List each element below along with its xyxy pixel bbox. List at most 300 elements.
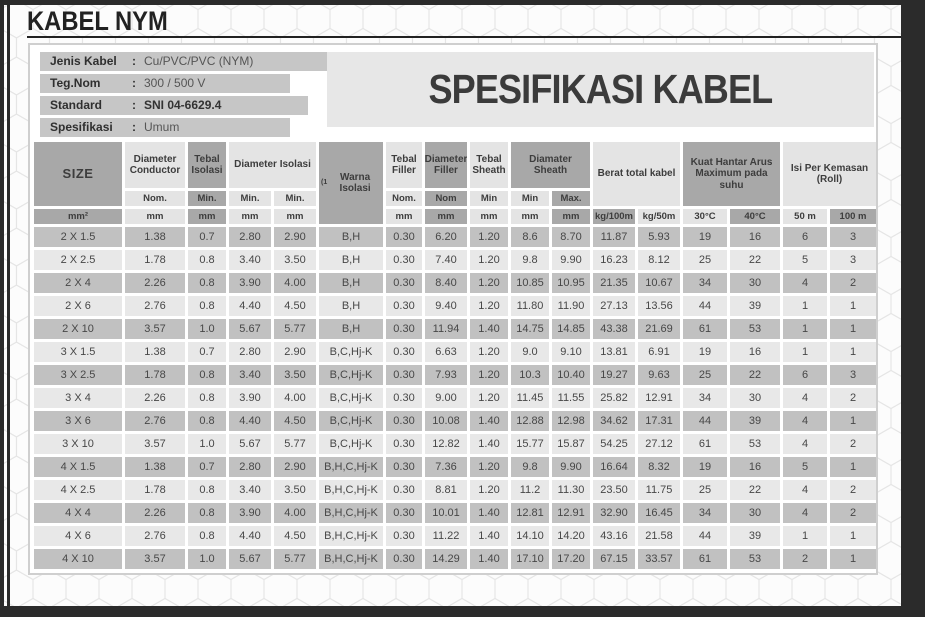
table-cell: B,H bbox=[319, 250, 383, 270]
frame-top-bar bbox=[0, 0, 925, 5]
table-cell: 0.8 bbox=[188, 411, 226, 431]
unit-cell: kg/100m bbox=[594, 211, 634, 222]
info-row-teg-nom bbox=[40, 74, 290, 93]
title-underline bbox=[27, 36, 901, 38]
table-cell: B,H,C,Hj-K bbox=[319, 480, 383, 500]
table-cell: 6.91 bbox=[638, 342, 680, 362]
table-cell: 0.30 bbox=[386, 296, 422, 316]
table-cell: B,H bbox=[319, 296, 383, 316]
table-cell: 16.45 bbox=[638, 503, 680, 523]
table-cell: 53 bbox=[730, 319, 780, 339]
table-cell: 4.40 bbox=[229, 411, 271, 431]
table-cell: 3 bbox=[830, 227, 876, 247]
header-cell: Kuat Hantar Arus Maximum pada suhu bbox=[683, 142, 780, 206]
table-cell: 2.90 bbox=[274, 342, 316, 362]
table-cell: 4.40 bbox=[229, 296, 271, 316]
table-cell: 9.8 bbox=[511, 457, 549, 477]
table-cell: 19.27 bbox=[593, 365, 635, 385]
table-cell: 4.50 bbox=[274, 296, 316, 316]
table-cell: 22 bbox=[730, 365, 780, 385]
table-cell: 22 bbox=[730, 250, 780, 270]
table-cell: 25 bbox=[683, 250, 727, 270]
table-cell: 0.8 bbox=[188, 503, 226, 523]
table-cell: 9.90 bbox=[552, 250, 590, 270]
table-cell: 5 bbox=[783, 457, 827, 477]
table-cell: 9.8 bbox=[511, 250, 549, 270]
unit-cell: mm bbox=[425, 209, 467, 224]
table-cell: 2.76 bbox=[125, 296, 185, 316]
size-cell: 4 X 4 bbox=[34, 503, 122, 523]
table-cell: 4.00 bbox=[274, 388, 316, 408]
table-cell: 8.40 bbox=[425, 273, 467, 293]
spec-title-box bbox=[327, 52, 874, 127]
table-cell: 10.85 bbox=[511, 273, 549, 293]
table-cell: 0.30 bbox=[386, 319, 422, 339]
unit-cell: mm bbox=[125, 209, 185, 224]
table-cell: 30 bbox=[730, 273, 780, 293]
table-cell: 23.50 bbox=[593, 480, 635, 500]
table-cell: 0.30 bbox=[386, 250, 422, 270]
table-cell: 1.0 bbox=[188, 549, 226, 569]
table-cell: 8.81 bbox=[425, 480, 467, 500]
table-cell: 1.38 bbox=[125, 342, 185, 362]
table-cell: 1.78 bbox=[125, 250, 185, 270]
table-cell: 11.75 bbox=[638, 480, 680, 500]
table-cell: 11.94 bbox=[425, 319, 467, 339]
table-cell: 2.26 bbox=[125, 273, 185, 293]
subheader-cell: Min. bbox=[229, 191, 271, 206]
table-cell: 5 bbox=[783, 250, 827, 270]
unit-cell: kg/50m bbox=[638, 209, 680, 224]
table-cell: 11.30 bbox=[552, 480, 590, 500]
table-cell: 3.50 bbox=[274, 480, 316, 500]
table-cell: 4 bbox=[783, 273, 827, 293]
table-cell: 0.30 bbox=[386, 503, 422, 523]
table-cell: 1.38 bbox=[125, 457, 185, 477]
table-cell: 4.50 bbox=[274, 526, 316, 546]
table-cell: 15.87 bbox=[552, 434, 590, 454]
spec-table bbox=[34, 142, 876, 569]
table-cell: 12.91 bbox=[638, 388, 680, 408]
table-cell: 19 bbox=[683, 457, 727, 477]
table-cell: 11.80 bbox=[511, 296, 549, 316]
info-row-standard bbox=[40, 96, 308, 115]
table-cell: 1 bbox=[783, 526, 827, 546]
unit-cell: mm bbox=[470, 209, 508, 224]
size-cell: 2 X 2.5 bbox=[34, 250, 122, 270]
header-cell: SIZE bbox=[34, 142, 122, 206]
table-cell: 2.80 bbox=[229, 342, 271, 362]
table-cell: 0.30 bbox=[386, 434, 422, 454]
table-cell: 15.77 bbox=[511, 434, 549, 454]
table-cell: 19 bbox=[683, 227, 727, 247]
table-cell: 1 bbox=[783, 342, 827, 362]
unit-cell: mm² bbox=[34, 209, 122, 224]
table-cell: B,H bbox=[319, 227, 383, 247]
info-value: Cu/PVC/PVC (NYM) bbox=[144, 54, 254, 68]
table-cell: 1 bbox=[783, 296, 827, 316]
table-cell: 21.69 bbox=[638, 319, 680, 339]
table-cell: 43.38 bbox=[593, 319, 635, 339]
table-cell: 34.62 bbox=[593, 411, 635, 431]
table-cell: 1.40 bbox=[470, 319, 508, 339]
table-cell: 3.50 bbox=[274, 365, 316, 385]
unit-cell: mm bbox=[274, 209, 316, 224]
table-cell: 0.8 bbox=[188, 273, 226, 293]
size-cell: 2 X 4 bbox=[34, 273, 122, 293]
table-cell: 10.95 bbox=[552, 273, 590, 293]
info-value: SNI 04-6629.4 bbox=[144, 98, 222, 112]
table-cell: 7.40 bbox=[425, 250, 467, 270]
table-cell: 25 bbox=[683, 365, 727, 385]
table-cell: 4 bbox=[783, 388, 827, 408]
table-cell: 19 bbox=[683, 342, 727, 362]
table-cell: 1.0 bbox=[188, 319, 226, 339]
unit-cell: mm bbox=[188, 209, 226, 224]
table-cell: 34 bbox=[683, 503, 727, 523]
info-value: Umum bbox=[144, 120, 180, 134]
table-cell: 0.8 bbox=[188, 480, 226, 500]
table-cell: 14.29 bbox=[425, 549, 467, 569]
unit-cell: 50 m bbox=[783, 209, 827, 224]
table-cell: B,H,C,Hj-K bbox=[319, 503, 383, 523]
table-cell: 14.75 bbox=[511, 319, 549, 339]
table-cell: 0.8 bbox=[188, 365, 226, 385]
table-cell: 4 bbox=[783, 411, 827, 431]
table-cell: 67.15 bbox=[593, 549, 635, 569]
size-cell: 4 X 2.5 bbox=[34, 480, 122, 500]
table-cell: 5.93 bbox=[638, 227, 680, 247]
frame-bottom-bar bbox=[0, 606, 925, 617]
table-cell: 1.20 bbox=[470, 342, 508, 362]
header-cell: Berat total kabel bbox=[593, 142, 680, 206]
table-cell: 43.16 bbox=[593, 526, 635, 546]
table-cell: 12.81 bbox=[511, 503, 549, 523]
table-cell: 1 bbox=[830, 319, 876, 339]
table-cell: 2 bbox=[830, 273, 876, 293]
table-cell: 5.77 bbox=[274, 434, 316, 454]
unit-cell: 30°C bbox=[683, 209, 727, 224]
table-cell: 1.40 bbox=[470, 549, 508, 569]
table-cell: 2.80 bbox=[229, 227, 271, 247]
table-cell: 54.25 bbox=[593, 434, 635, 454]
header-cell: Diamater Sheath bbox=[511, 142, 590, 188]
table-cell: 4.50 bbox=[274, 411, 316, 431]
size-cell: 3 X 10 bbox=[34, 434, 122, 454]
table-cell: 0.30 bbox=[386, 526, 422, 546]
table-cell: 0.8 bbox=[188, 296, 226, 316]
table-cell: 16 bbox=[730, 227, 780, 247]
info-value: 300 / 500 V bbox=[144, 76, 206, 90]
table-cell: 25 bbox=[683, 480, 727, 500]
table-cell: 1 bbox=[830, 526, 876, 546]
info-row-spesifikasi bbox=[40, 118, 290, 137]
table-cell: 21.58 bbox=[638, 526, 680, 546]
table-cell: 34 bbox=[683, 388, 727, 408]
size-cell: 3 X 6 bbox=[34, 411, 122, 431]
table-cell: B,C,Hj-K bbox=[319, 388, 383, 408]
table-cell: 34 bbox=[683, 273, 727, 293]
table-cell: 9.0 bbox=[511, 342, 549, 362]
table-cell: 0.7 bbox=[188, 342, 226, 362]
table-cell: 8.6 bbox=[511, 227, 549, 247]
table-cell: B,C,Hj-K bbox=[319, 365, 383, 385]
header-cell: Diameter Conductor bbox=[125, 142, 185, 188]
size-cell: 4 X 10 bbox=[34, 549, 122, 569]
table-cell: 10.67 bbox=[638, 273, 680, 293]
table-cell: 0.30 bbox=[386, 365, 422, 385]
table-cell: B,H bbox=[319, 273, 383, 293]
table-cell: 1 bbox=[830, 411, 876, 431]
page-title: KABEL NYM bbox=[27, 6, 168, 36]
table-cell: 53 bbox=[730, 549, 780, 569]
table-cell: 16.64 bbox=[593, 457, 635, 477]
table-cell: 1 bbox=[830, 457, 876, 477]
table-cell: 13.81 bbox=[593, 342, 635, 362]
subheader-cell: Min. bbox=[188, 191, 226, 206]
table-cell: 5.67 bbox=[229, 549, 271, 569]
table-cell: B,C,Hj-K bbox=[319, 434, 383, 454]
table-cell: 0.8 bbox=[188, 250, 226, 270]
unit-cell: mm bbox=[386, 209, 422, 224]
size-cell: 2 X 1.5 bbox=[34, 227, 122, 247]
table-cell: 0.7 bbox=[188, 227, 226, 247]
table-cell: 1 bbox=[830, 296, 876, 316]
table-cell: 3.57 bbox=[125, 549, 185, 569]
table-cell: 3.57 bbox=[125, 434, 185, 454]
table-cell: 14.10 bbox=[511, 526, 549, 546]
table-cell: 10.40 bbox=[552, 365, 590, 385]
table-cell: 7.36 bbox=[425, 457, 467, 477]
table-cell: 14.85 bbox=[552, 319, 590, 339]
table-cell: 5.77 bbox=[274, 319, 316, 339]
table-cell: 0.8 bbox=[188, 526, 226, 546]
table-cell: 11.55 bbox=[552, 388, 590, 408]
table-cell: 0.30 bbox=[386, 342, 422, 362]
table-cell: 44 bbox=[683, 411, 727, 431]
table-cell: 1.40 bbox=[470, 411, 508, 431]
table-cell: 2.26 bbox=[125, 388, 185, 408]
subheader-cell: Nom bbox=[425, 191, 467, 206]
size-cell: 3 X 1.5 bbox=[34, 342, 122, 362]
table-cell: 2.80 bbox=[229, 457, 271, 477]
table-cell: 2.76 bbox=[125, 526, 185, 546]
table-cell: 3 bbox=[830, 250, 876, 270]
size-cell: 3 X 2.5 bbox=[34, 365, 122, 385]
header-cell: Tebal Filler bbox=[386, 142, 422, 188]
table-cell: 1.40 bbox=[470, 434, 508, 454]
table-cell: 1.78 bbox=[125, 480, 185, 500]
table-cell: 12.82 bbox=[425, 434, 467, 454]
table-cell: 17.10 bbox=[511, 549, 549, 569]
table-cell: 0.30 bbox=[386, 480, 422, 500]
table-cell: 1.40 bbox=[470, 503, 508, 523]
table-cell: 44 bbox=[683, 296, 727, 316]
table-cell: 32.90 bbox=[593, 503, 635, 523]
table-cell: 12.88 bbox=[511, 411, 549, 431]
table-cell: 9.10 bbox=[552, 342, 590, 362]
info-label: Jenis Kabel bbox=[50, 54, 117, 68]
table-cell: 22 bbox=[730, 480, 780, 500]
table-cell: 3.40 bbox=[229, 480, 271, 500]
size-cell: 4 X 1.5 bbox=[34, 457, 122, 477]
table-cell: 9.63 bbox=[638, 365, 680, 385]
table-cell: 14.20 bbox=[552, 526, 590, 546]
table-cell: 6 bbox=[783, 227, 827, 247]
table-cell: 8.12 bbox=[638, 250, 680, 270]
table-cell: 1.20 bbox=[470, 227, 508, 247]
table-cell: 3.57 bbox=[125, 319, 185, 339]
table-cell: 4.40 bbox=[229, 526, 271, 546]
size-cell: 2 X 6 bbox=[34, 296, 122, 316]
cable-info-box bbox=[40, 52, 340, 140]
info-separator: : bbox=[132, 98, 136, 112]
table-cell: 4.00 bbox=[274, 273, 316, 293]
table-cell: 6.63 bbox=[425, 342, 467, 362]
table-cell: 0.30 bbox=[386, 388, 422, 408]
unit-cell: mm bbox=[229, 209, 271, 224]
table-cell: 10.01 bbox=[425, 503, 467, 523]
table-cell: B,C,Hj-K bbox=[319, 411, 383, 431]
table-cell: 1 bbox=[783, 319, 827, 339]
table-cell: B,H,C,Hj-K bbox=[319, 549, 383, 569]
table-cell: 3.90 bbox=[229, 273, 271, 293]
table-cell: 21.35 bbox=[593, 273, 635, 293]
table-cell: 0.7 bbox=[188, 457, 226, 477]
content-panel bbox=[28, 43, 878, 575]
table-cell: B,C,Hj-K bbox=[319, 342, 383, 362]
table-cell: 2 bbox=[830, 434, 876, 454]
size-cell: 3 X 4 bbox=[34, 388, 122, 408]
table-cell: 4 bbox=[783, 480, 827, 500]
table-cell: 44 bbox=[683, 526, 727, 546]
subheader-cell: Nom. bbox=[386, 191, 422, 206]
subheader-cell: Min bbox=[511, 191, 549, 206]
subheader-cell: Min bbox=[470, 191, 508, 206]
table-cell: 10.08 bbox=[425, 411, 467, 431]
table-cell: 6 bbox=[783, 365, 827, 385]
table-cell: 2 bbox=[830, 388, 876, 408]
table-cell: 27.12 bbox=[638, 434, 680, 454]
table-cell: 12.98 bbox=[552, 411, 590, 431]
table-cell: 2.90 bbox=[274, 227, 316, 247]
table-cell: 6.20 bbox=[425, 227, 467, 247]
table-cell: 1.20 bbox=[470, 457, 508, 477]
table-cell: 1.38 bbox=[125, 227, 185, 247]
table-cell: 1.20 bbox=[470, 388, 508, 408]
subheader-cell: Max. bbox=[552, 191, 590, 206]
table-cell: 0.30 bbox=[386, 273, 422, 293]
table-cell: 3.90 bbox=[229, 388, 271, 408]
table-cell: 8.32 bbox=[638, 457, 680, 477]
table-cell: 1.20 bbox=[470, 296, 508, 316]
info-label: Teg.Nom bbox=[50, 76, 101, 90]
table-cell: 7.93 bbox=[425, 365, 467, 385]
table-cell: 1 bbox=[830, 549, 876, 569]
table-cell: 2 bbox=[830, 480, 876, 500]
header-cell: Tebal Isolasi bbox=[188, 142, 226, 188]
table-cell: B,H,C,Hj-K bbox=[319, 457, 383, 477]
frame-right-bar bbox=[901, 0, 925, 617]
table-cell: 17.31 bbox=[638, 411, 680, 431]
table-cell: 27.13 bbox=[593, 296, 635, 316]
table-cell: 0.30 bbox=[386, 227, 422, 247]
table-cell: 53 bbox=[730, 434, 780, 454]
table-cell: 39 bbox=[730, 526, 780, 546]
info-label: Standard bbox=[50, 98, 103, 112]
table-cell: 2 bbox=[783, 549, 827, 569]
subheader-cell: Min. bbox=[274, 191, 316, 206]
table-cell: 2 bbox=[830, 503, 876, 523]
info-label: Spesifikasi bbox=[50, 120, 113, 134]
table-cell: 9.00 bbox=[425, 388, 467, 408]
info-row-jenis-kabel bbox=[40, 52, 330, 71]
table-cell: 11.22 bbox=[425, 526, 467, 546]
table-cell: 2.90 bbox=[274, 457, 316, 477]
table-cell: 9.40 bbox=[425, 296, 467, 316]
table-cell: 9.90 bbox=[552, 457, 590, 477]
table-cell: 1.78 bbox=[125, 365, 185, 385]
info-separator: : bbox=[132, 76, 136, 90]
table-cell: 5.67 bbox=[229, 434, 271, 454]
table-cell: 2.26 bbox=[125, 503, 185, 523]
table-cell: 3 bbox=[830, 365, 876, 385]
table-cell: 61 bbox=[683, 319, 727, 339]
subheader-cell: Nom. bbox=[125, 191, 185, 206]
header-cell: Diameter Isolasi bbox=[229, 142, 316, 188]
unit-cell: 40°C bbox=[730, 209, 780, 224]
table-cell: 5.77 bbox=[274, 549, 316, 569]
unit-cell: 100 m bbox=[830, 209, 876, 224]
table-cell: 39 bbox=[730, 411, 780, 431]
spec-title: SPESIFIKASI KABEL bbox=[428, 66, 773, 112]
table-cell: 11.87 bbox=[593, 227, 635, 247]
header-cell: (1 Warna Isolasi bbox=[319, 142, 383, 224]
table-cell: 4.00 bbox=[274, 503, 316, 523]
table-cell: 1.20 bbox=[470, 480, 508, 500]
table-cell: 13.56 bbox=[638, 296, 680, 316]
table-cell: 0.8 bbox=[188, 388, 226, 408]
table-cell: 16.23 bbox=[593, 250, 635, 270]
table-cell: B,H,C,Hj-K bbox=[319, 526, 383, 546]
table-cell: 8.70 bbox=[552, 227, 590, 247]
table-cell: 3.40 bbox=[229, 250, 271, 270]
size-cell: 4 X 6 bbox=[34, 526, 122, 546]
table-cell: 30 bbox=[730, 503, 780, 523]
header-cell: Diameter Filler bbox=[425, 142, 467, 188]
table-cell: 1.20 bbox=[470, 250, 508, 270]
table-cell: 11.2 bbox=[511, 480, 549, 500]
table-cell: 4 bbox=[783, 503, 827, 523]
table-cell: 16 bbox=[730, 457, 780, 477]
table-cell: B,H bbox=[319, 319, 383, 339]
header-cell: Tebal Sheath bbox=[470, 142, 508, 188]
table-cell: 12.91 bbox=[552, 503, 590, 523]
unit-cell: mm bbox=[552, 209, 590, 224]
frame-left-inner-line bbox=[7, 5, 10, 606]
table-cell: 1.20 bbox=[470, 273, 508, 293]
table-cell: 0.30 bbox=[386, 411, 422, 431]
table-cell: 25.82 bbox=[593, 388, 635, 408]
table-cell: 10.3 bbox=[511, 365, 549, 385]
table-cell: 11.45 bbox=[511, 388, 549, 408]
table-cell: 61 bbox=[683, 549, 727, 569]
table-cell: 3.50 bbox=[274, 250, 316, 270]
table-cell: 11.90 bbox=[552, 296, 590, 316]
info-separator: : bbox=[132, 54, 136, 68]
table-cell: 1.0 bbox=[188, 434, 226, 454]
info-separator: : bbox=[132, 120, 136, 134]
